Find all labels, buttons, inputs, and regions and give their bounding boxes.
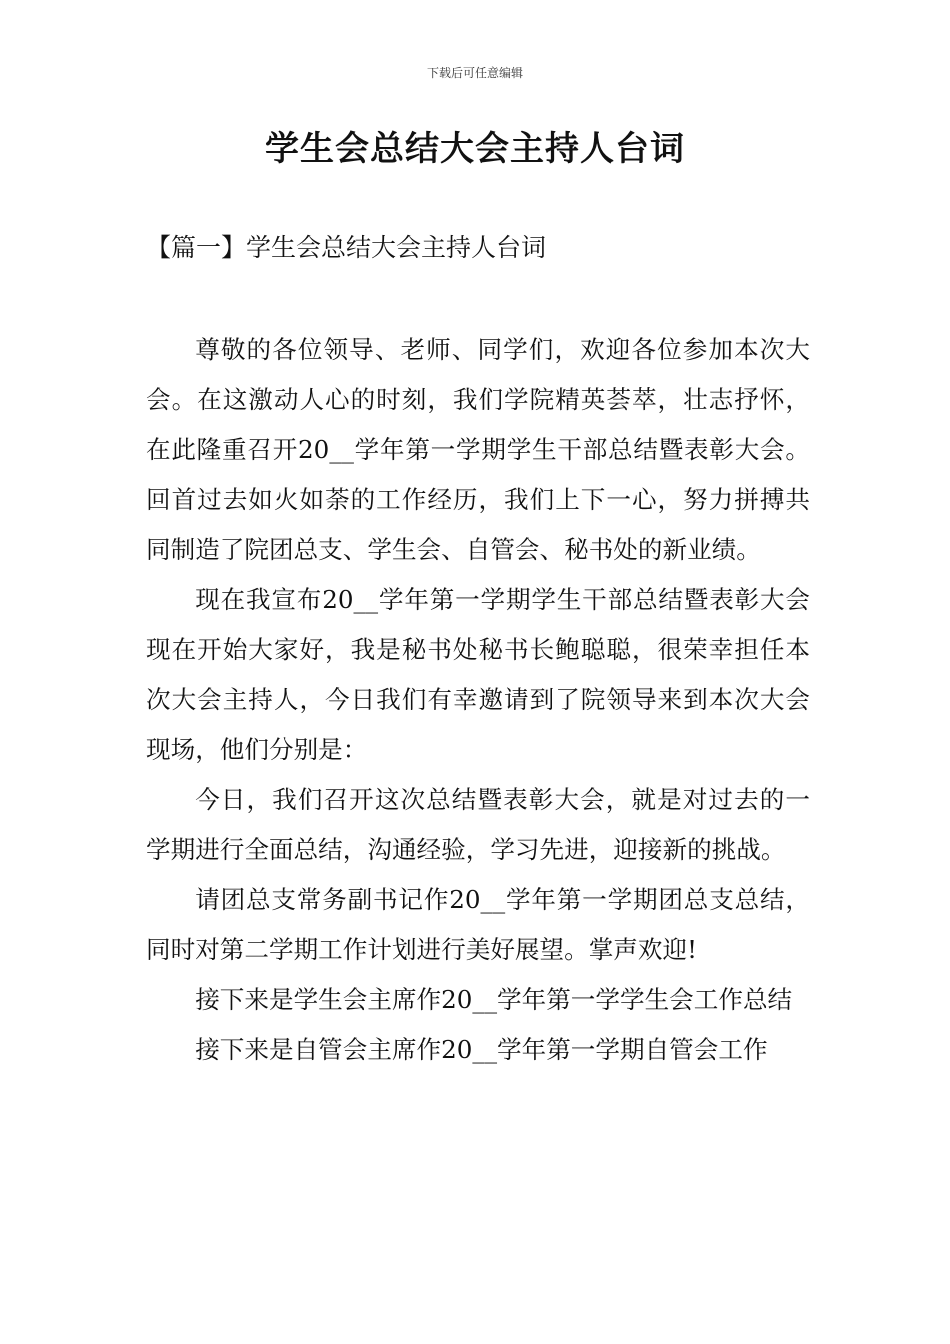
paragraph-opening: 现在我宣布20__学年第一学期学生干部总结暨表彰大会现在开始大家好，我是秘书处秘书长鲍聪聪，很荣幸担任本次大会主持人，今日我们有幸邀请到了院领导来到本次大会现场，他们分别是： bbox=[146, 585, 810, 764]
paragraph-student-union-report: 接下来是学生会主席作20__学年第一学学生会工作总结 bbox=[195, 985, 793, 1014]
document-body bbox=[146, 325, 810, 1075]
paragraph-self-management-report: 接下来是自管会主席作20__学年第一学期自管会工作 bbox=[195, 1035, 768, 1064]
paragraph-welcome: 尊敬的各位领导、老师、同学们，欢迎各位参加本次大会。在这激动人心的时刻，我们学院精英荟萃，壮志抒怀，在此隆重召开20__学年第一学期学生干部总结暨表彰大会。回首过去如火如荼的工作经历，我们上下一心，努力拼搏共同制造了院团总支、学生会、自管会、秘书处的新业绩。 bbox=[146, 335, 810, 564]
section-heading: 【篇一】学生会总结大会主持人台词 bbox=[146, 233, 547, 262]
document-title: 学生会总结大会主持人台词 bbox=[265, 129, 685, 169]
paragraph-league-report: 请团总支常务副书记作20__学年第一学期团总支总结，同时对第二学期工作计划进行美好展望。掌声欢迎! bbox=[146, 885, 810, 964]
page-header-note: 下载后可任意编辑 bbox=[426, 66, 523, 80]
paragraph-purpose: 今日，我们召开这次总结暨表彰大会，就是对过去的一学期进行全面总结，沟通经验，学习先进，迎接新的挑战。 bbox=[146, 785, 810, 864]
